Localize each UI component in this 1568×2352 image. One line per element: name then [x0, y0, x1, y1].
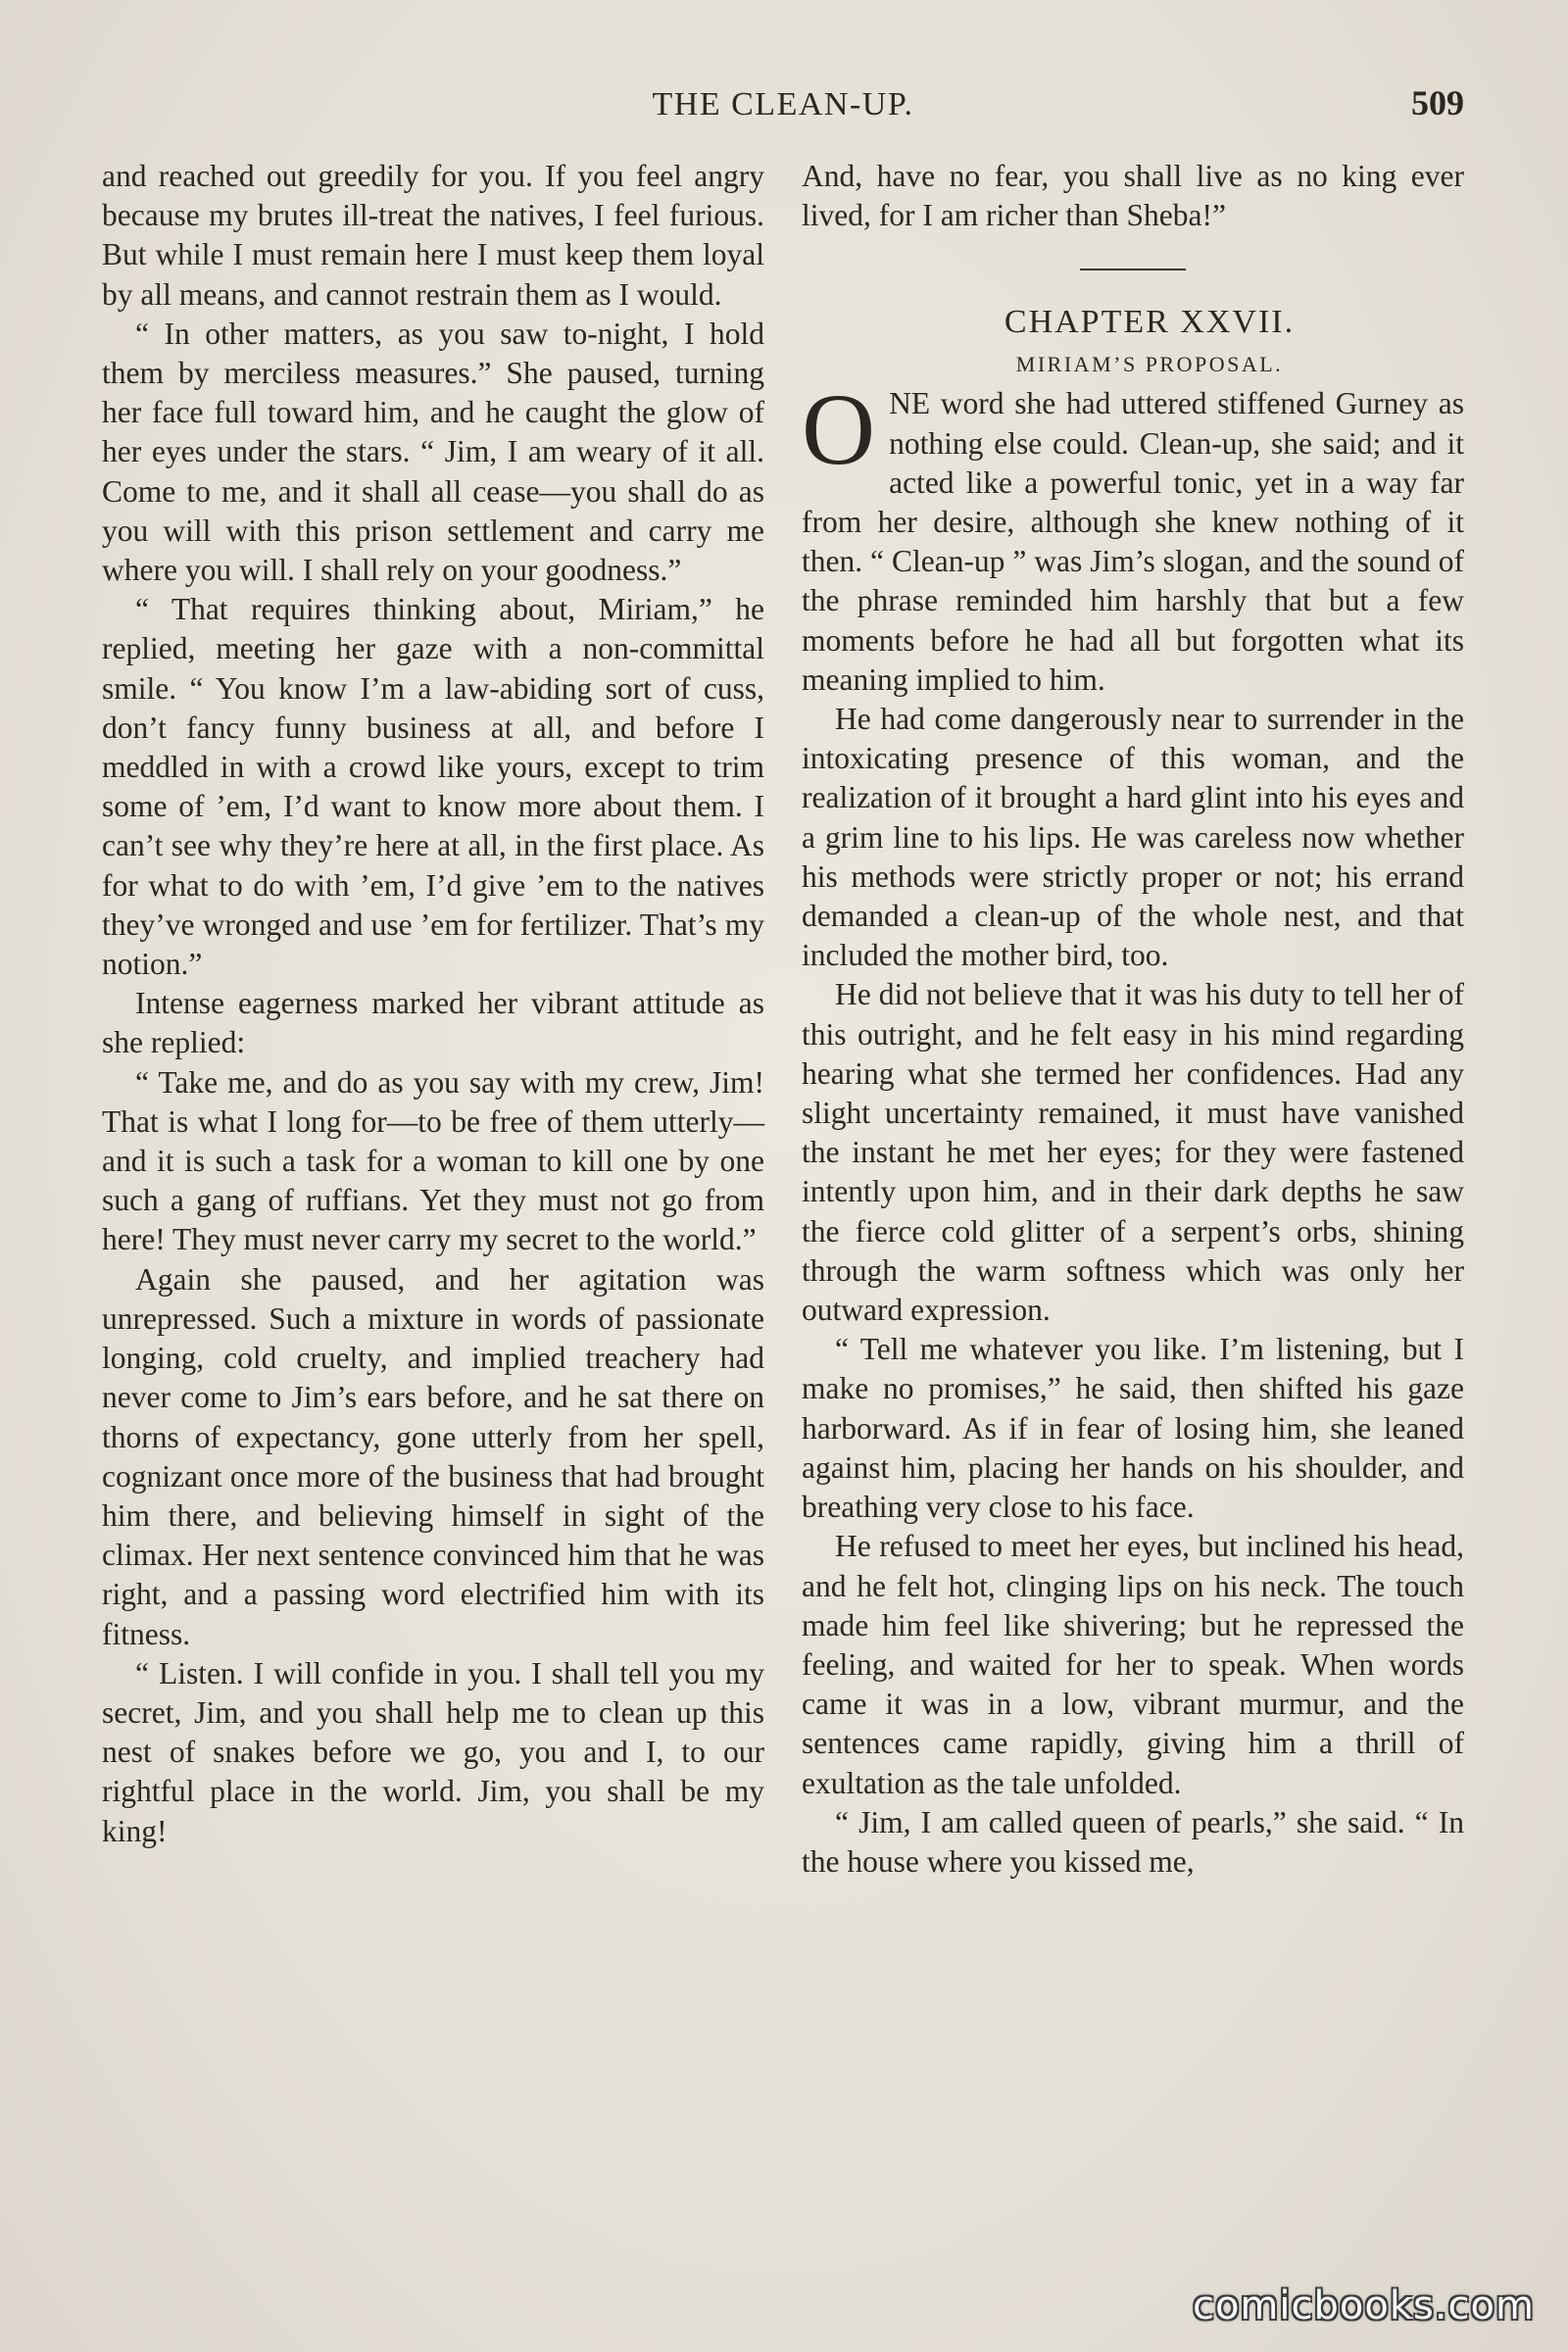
paragraph: “ In other matters, as you saw to-night, I hold them by merciless measures.” She paused, turning her face full toward him, and he caught the glow of her eyes under the stars. “ Jim, I am weary of it all. Come to me, and it shall all cease—you shall do as you will with this prison settlement and carry me where you will. I shall rely on your goodness.”: [102, 316, 764, 588]
chapter-first-paragraph: [802, 373, 1464, 700]
section-divider: [1080, 269, 1186, 270]
first-paragraph-text: NE word she had uttered stiffened Gurney as nothing else could. Clean-up, she said; and it acted like a powerful tonic, yet in a way far from her desire, although she knew nothing of it then. “ Clean-up ” was Jim’s slogan, and the sound of the phrase reminded him harshly that but a few moments before he had all but forgotten what its meaning implied to him.: [802, 386, 1464, 697]
running-title: THE CLEAN-UP.: [652, 86, 914, 122]
left-column: [102, 157, 764, 1851]
paragraph: He did not believe that it was his duty to tell her of this outright, and he felt easy in his mind regarding hearing what she termed her confidences. Had any slight uncertainty remained, it must have vanished the instant he met her eyes; for they were fastened intently upon him, and in their dark depths he saw the fierce cold glitter of a serpent’s orbs, shining through the warm softness which was only her outward expression.: [802, 977, 1464, 1328]
paragraph: Intense eagerness marked her vibrant attitude as she replied:: [102, 986, 764, 1060]
paragraph: Again she paused, and her agitation was unrepressed. Such a mixture in words of passionate longing, cold cruelty, and implied treachery had never come to Jim’s ears before, and he sat there on thorns of expectancy, gone utterly from her spell, cognizant once more of the business that had brought him there, and believing himself in sight of the climax. Her next sentence convinced him that he was right, and a passing word electrified him with its fitness.: [102, 1261, 764, 1651]
drop-cap: O: [802, 373, 876, 487]
paragraph: “ Tell me whatever you like. I’m listening, but I make no promises,” he said, then shifted his gaze harborward. As if in fear of losing him, she leaned against him, placing her hands on his shoulder, and breathing very close to his face.: [802, 1332, 1464, 1525]
paragraph: He had come dangerously near to surrender in the intoxicating presence of this woman, and the realization of it brought a hard glint into his eyes and a grim line to his lips. He was careless now whether his methods were strictly proper or not; his errand demanded a clean-up of the whole nest, and that included the mother bird, too.: [802, 702, 1464, 973]
paragraph: “ Jim, I am called queen of pearls,” she said. “ In the house where you kissed me,: [802, 1804, 1464, 1879]
paragraph: “ Take me, and do as you say with my crew, Jim! That is what I long for—to be free of them utterly—and it is such a task for a woman to kill one by one such a gang of ruffians. Yet they must not go from here! They must never carry my secret to the world.”: [102, 1064, 764, 1257]
chapter-title: CHAPTER XXVII.: [1004, 304, 1296, 341]
paragraph: He refused to meet her eyes, but inclined his head, and he felt hot, clinging lips on his neck. The touch made him feel like shivering; but he repressed the feeling, and waited for her to speak. When words came it was in a low, vibrant murmur, and the sentences came rapidly, giving him a thrill of exultation as the tale unfolded.: [802, 1529, 1464, 1800]
paragraph: and reached out greedily for you. If you feel angry because my brutes ill-treat the natives, I feel furious. But while I must remain here I must keep them loyal by all means, and cannot restrain them as I would.: [102, 159, 764, 312]
paragraph: “ Listen. I will confide in you. I shall tell you my secret, Jim, and you shall help me to clean up this nest of snakes before we go, you and I, to our rightful place in the world. Jim, you shall be my king!: [102, 1655, 764, 1848]
right-column: [802, 157, 1464, 1882]
watermark-logo: comicbooks.com: [1192, 2283, 1535, 2328]
chapter-subtitle: MIRIAM’S PROPOSAL.: [1015, 352, 1284, 377]
page-header: [102, 78, 1464, 127]
page-number: 509: [1411, 83, 1464, 122]
paragraph: And, have no fear, you shall live as no king ever lived, for I am richer than Sheba!”: [802, 159, 1464, 233]
paragraph: “ That requires thinking about, Miriam,” he replied, meeting her gaze with a non-committal smile. “ You know I’m a law-abiding sort of cuss, don’t fancy funny business at all, and before I meddled in with a crowd like yours, except to trim some of ’em, I’d want to know more about them. I can’t see why they’re here at all, in the first place. As for what to do with ’em, I’d give ’em to the natives they’ve wronged and use ’em for fertilizer. That’s my notion.”: [102, 592, 764, 982]
